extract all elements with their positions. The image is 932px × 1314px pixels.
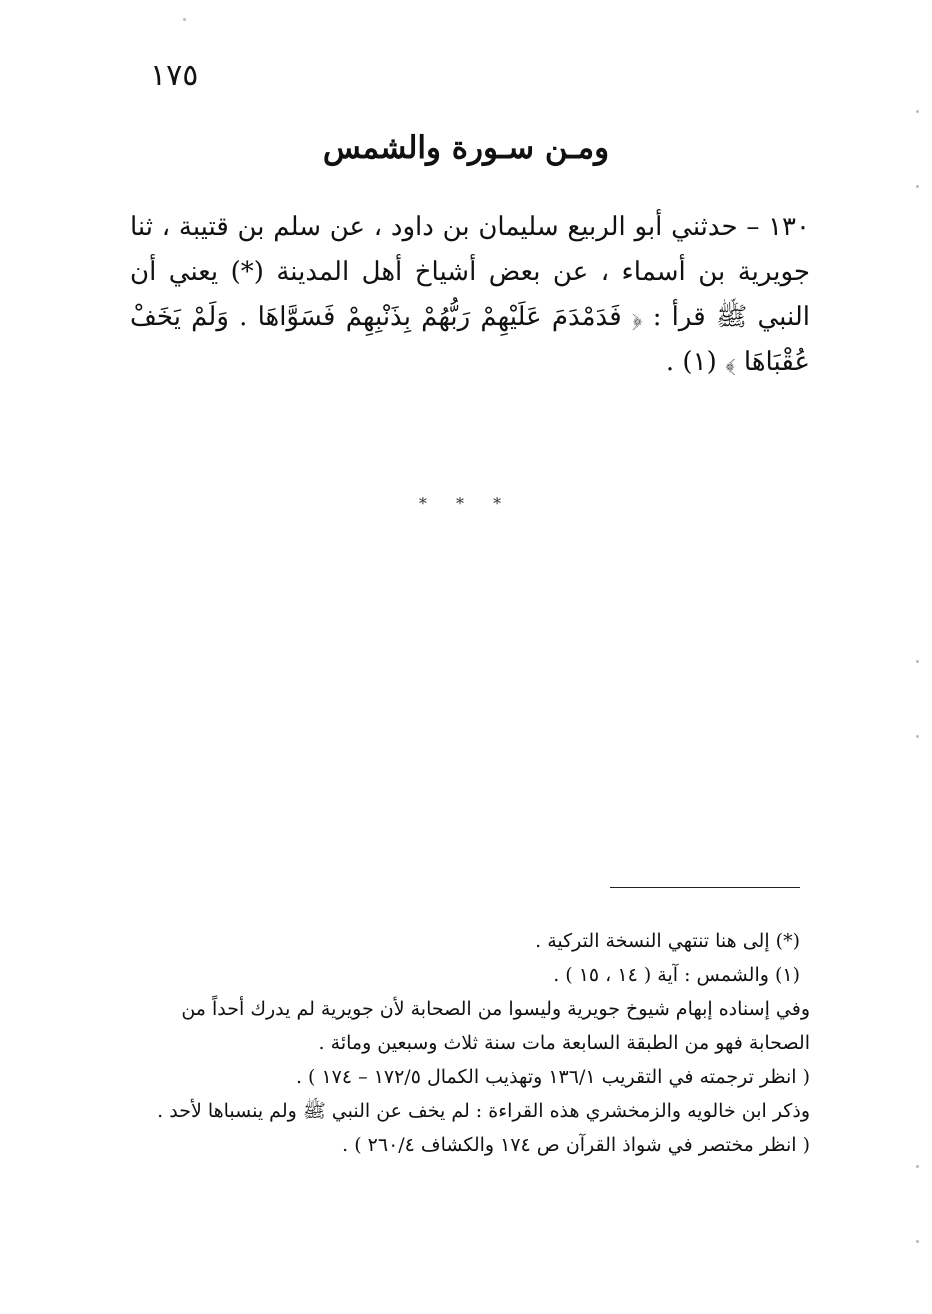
scan-dot bbox=[916, 185, 919, 188]
scan-dot bbox=[916, 660, 919, 663]
scan-dot bbox=[916, 110, 919, 113]
footnote-line: وفي إسناده إبهام شيوخ جويرية وليسوا من الصحابة لأن جويرية لم يدرك أحداً من الصحابة فهو من الطبقة السابعة مات سنة ثلاث وسبعين ومائة . bbox=[181, 998, 810, 1054]
page-number: ١٧٥ bbox=[150, 58, 199, 93]
hadith-paragraph: ١٣٠ – حدثني أبو الربيع سليمان بن داود ، عن سلم بن قتيبة ، ثنا جويرية بن أسماء ، عن بعض أشياخ أهل المدينة (*) يعني أن النبي ﷺ قرأ : ﴿ فَدَمْدَمَ عَلَيْهِمْ رَبُّهُمْ بِذَنْبِهِمْ فَسَوَّاهَا . وَلَمْ يَخَفْ عُقْبَاهَا ﴾ (١) . bbox=[130, 212, 810, 377]
footnote-line: (١) والشمس : آية ( ١٤ ، ١٥ ) . bbox=[553, 964, 800, 986]
scan-dot bbox=[916, 1240, 919, 1243]
footnote-line: ( انظر مختصر في شواذ القرآن ص ١٧٤ والكشاف ٢٦٠/٤ ) . bbox=[342, 1134, 810, 1156]
scan-dot bbox=[916, 735, 919, 738]
footnote-line: وذكر ابن خالويه والزمخشري هذه القراءة : لم يخف عن النبي ﷺ ولم ينسباها لأحد . bbox=[157, 1100, 810, 1122]
scan-dot bbox=[183, 18, 186, 21]
footnote-divider bbox=[610, 887, 800, 888]
footnote-line: (*) إلى هنا تنتهي النسخة التركية . bbox=[535, 930, 800, 952]
footnotes bbox=[130, 924, 810, 1162]
hadith-text bbox=[130, 205, 810, 385]
section-separator: * * * bbox=[418, 494, 514, 513]
page-title: ومـن سـورة والشمس bbox=[322, 130, 610, 166]
scan-dot bbox=[916, 1165, 919, 1168]
footnote-line: ( انظر ترجمته في التقريب ١٣٦/١ وتهذيب الكمال ١٧٢/٥ – ١٧٤ ) . bbox=[295, 1066, 810, 1088]
